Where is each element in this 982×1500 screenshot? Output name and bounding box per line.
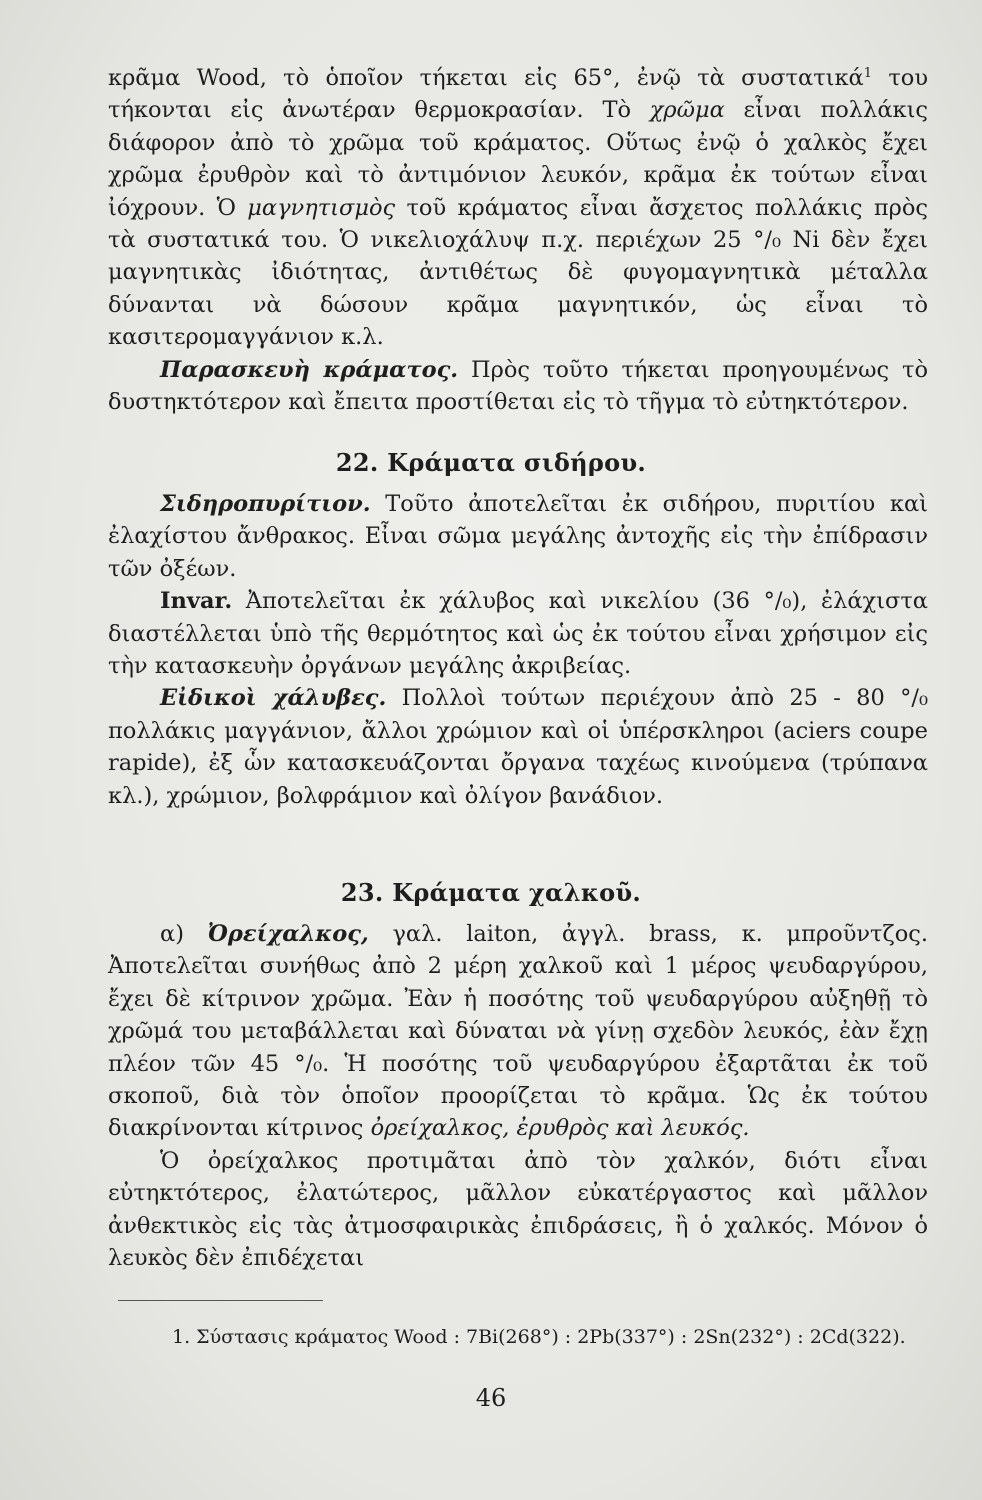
paragraph-invar (108, 585, 928, 682)
section-heading-copper-alloys: 23. Κράματα χαλκοῦ. (340, 878, 642, 907)
paragraph-preparation (108, 354, 928, 419)
bottom-text-block (108, 918, 928, 1274)
para1-italic2: μαγνητισμὸς (247, 194, 396, 221)
footnote: 1. Σύστασις κράματος Wood : 7Bi(268°) : 2Pb(337°) : 2Sn(232°) : 2Cd(322). (172, 1326, 906, 1348)
footnote-divider (118, 1300, 323, 1301)
para6-text: γαλ. laiton, ἀγγλ. brass, κ. μπροῦντζος. Ἀποτελεῖται συνήθως ἀπὸ 2 μέρη χαλκοῦ καὶ 1 μέρος ψευδαργύρου, ἔχει δὲ κίτρινον χρῶμα. Ἐὰν ἡ ποσότης τοῦ ψευδαργύρου αὐξηθῇ τὸ χρῶμά του μεταβάλλεται καὶ δύναται νὰ γίνῃ σχεδὸν λευκός, ἐὰν ἔχῃ πλέον τῶν 45 °/₀. Ἡ ποσότης τοῦ ψευδαργύρου ἐξαρτᾶται ἐκ τοῦ σκοποῦ, διὰ τὸν ὁποῖον προορίζεται τὸ κρᾶμα. Ὡς ἐκ τούτου διακρίνονται κίτρινος (108, 921, 928, 1142)
para5-text: Πολλοὶ τούτων περιέχουν ἀπὸ 25 - 80 °/₀ πολλάκις μαγγάνιον, ἄλλοι χρώμιον καὶ οἱ ὑπέρσκληροι (aciers coupe rapide), ἐξ ὧν κατασκευάζονται ὄργανα ταχέως κινούμενα (τρύπανα κλ.), χρώμιον, βολφράμιον καὶ ὀλίγον βανάδιον. (108, 685, 928, 809)
para6-prefix: α) (160, 921, 208, 947)
section-heading-iron-alloys: 22. Κράματα σιδήρου. (335, 448, 647, 477)
para5-bold: Εἰδικοὶ χάλυβες. (160, 685, 387, 712)
para4-text: Ἀποτελεῖται ἐκ χάλυβος καὶ νικελίου (36 °/₀), ἐλάχιστα διαστέλλεται ὑπὸ τῆς θερμότητος καὶ ὡς ἐκ τούτου εἶναι χρήσιμον εἰς τὴν κατασκευὴν ὀργάνων μεγάλης ἀκριβείας. (108, 588, 928, 680)
para3-text: Τοῦτο ἀποτελεῖται ἐκ σιδήρου, πυριτίου καὶ ἐλαχίστου ἄνθρακος. Εἶναι σῶμα μεγάλης ἀντοχῆς εἰς τὴν ἐπίδρασιν τῶν ὀξέων. (108, 491, 928, 582)
para2-bold: Παρασκευὴ κράματος. (160, 356, 459, 383)
para1-italic1: χρῶμα (649, 97, 725, 124)
footnote-ref: 1 (863, 66, 873, 81)
paragraph-wood-alloy (108, 62, 928, 354)
para7-text: Ὁ ὀρείχαλκος προτιμᾶται ἀπὸ τὸν χαλκόν, διότι εἶναι εὐτηκτότερος, ἐλατώτερος, μᾶλλον εὐκατέργαστος καὶ μᾶλλον ἀνθεκτικὸς εἰς τὰς ἀτμοσφαιρικὰς ἐπιδράσεις, ἢ ὁ χαλκός. Μόνον ὁ λευκὸς δὲν ἐπιδέχεται (108, 1147, 928, 1272)
para3-bold: Σιδηροπυρίτιον. (160, 491, 371, 517)
middle-text-block (108, 488, 928, 812)
para1-text4: τοῦ κράματος εἶναι ἄσχετος πολλάκις πρὸς τὰ συστατικά του. Ὁ νικελιοχάλυψ π.χ. περιέχων 25 °/₀ Ni δὲν ἔχει μαγνητικὰς ἰδιότητας, ἀντιθέτως δὲ φυγομαγνητικὰ μέταλλα δύνανται νὰ δώσουν κρᾶμα μαγνητικόν, ὡς εἶναι τὸ κασιτερομαγγάνιον κ.λ. (108, 194, 928, 351)
para2-text: Πρὸς τοῦτο τήκεται προηγουμένως τὸ δυστηκτότερον καὶ ἔπειτα προστίθεται εἰς τὸ τῆγμα τὸ εὐτηκτότερον. (108, 356, 928, 416)
para4-bold: Invar. (160, 588, 233, 615)
para1-text2: του τήκονται εἰς ἀνωτέραν θερμοκρασίαν. Τὸ (108, 65, 928, 124)
paragraph-ferrosilicon (108, 488, 928, 585)
para6-italic: ὀρείχαλκος, ἐρυθρὸς καὶ λευκός. (370, 1115, 750, 1142)
para6-bold: Ὀρείχαλκος, (207, 921, 369, 947)
top-text-block (108, 62, 928, 418)
paragraph-brass (108, 918, 928, 1145)
para1-text: κρᾶμα Wood, τὸ ὁποῖον τήκεται εἰς 65°, ἐνῷ τὰ συστατικά (108, 65, 864, 91)
paragraph-special-steels (108, 682, 928, 812)
para1-text3: εἶναι πολλάκις διάφορον ἀπὸ τὸ χρῶμα τοῦ κράματος. Οὕτως ἐνῷ ὁ χαλκὸς ἔχει χρῶμα ἐρυθρὸν καὶ τὸ ἀντιμόνιον λευκόν, κρᾶμα ἐκ τούτων εἶναι ἰόχρουν. Ὁ (108, 97, 928, 221)
page-number: 46 (475, 1384, 507, 1412)
paragraph-brass-preference (108, 1145, 928, 1275)
